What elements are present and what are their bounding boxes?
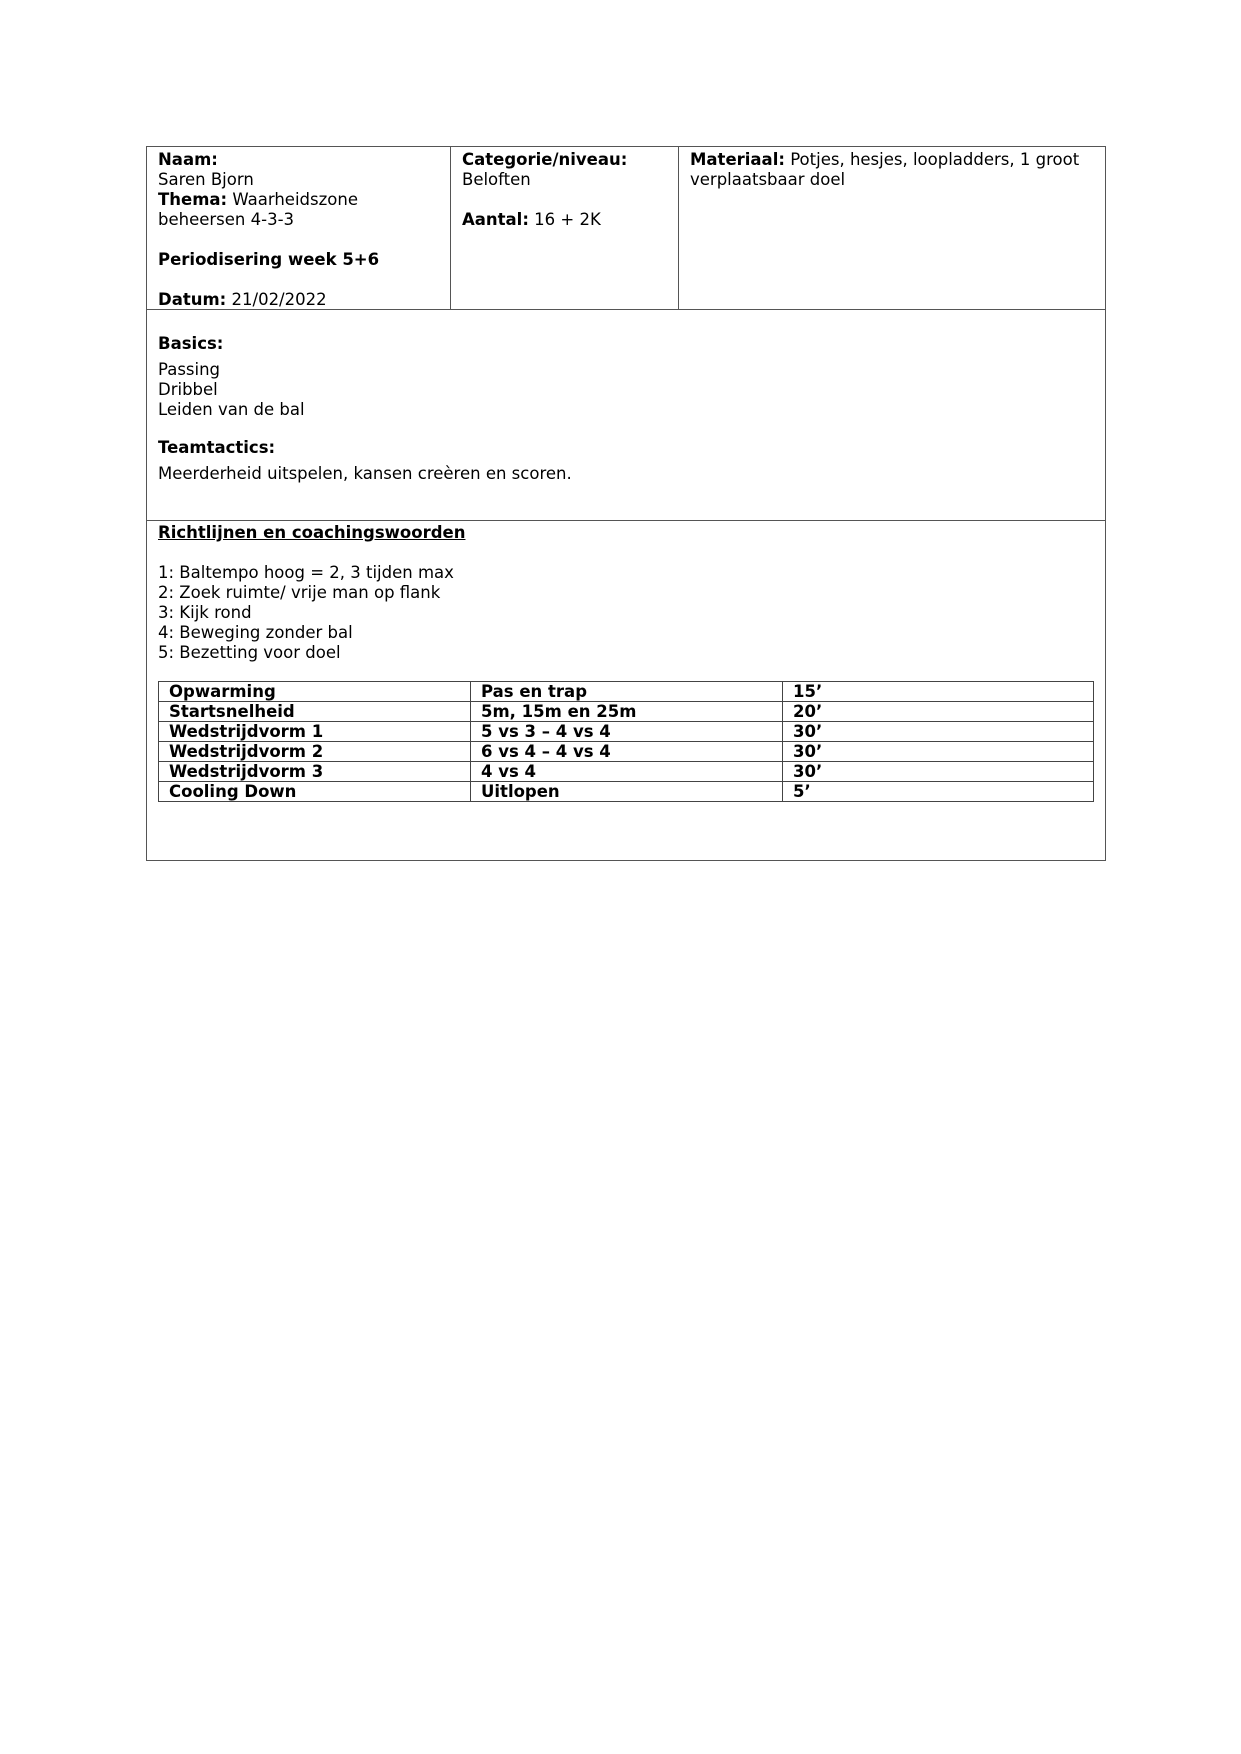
periodisering: Periodisering week 5+6 bbox=[158, 250, 380, 269]
schedule-part: Opwarming bbox=[159, 682, 471, 702]
categorie-value: Beloften bbox=[462, 170, 531, 189]
teamtactics-text: Meerderheid uitspelen, kansen creèren en scoren. bbox=[158, 464, 572, 483]
basics-label: Basics: bbox=[158, 334, 224, 353]
schedule-exercise: 4 vs 4 bbox=[471, 762, 783, 782]
teamtactics-label: Teamtactics: bbox=[158, 438, 276, 457]
naam-label: Naam: bbox=[158, 150, 218, 169]
table-row bbox=[159, 782, 1094, 802]
aantal-value: 16 + 2K bbox=[528, 210, 601, 229]
categorie-label: Categorie/niveau: bbox=[462, 150, 628, 169]
table-row bbox=[159, 742, 1094, 762]
schedule-duration: 5’ bbox=[783, 782, 1094, 802]
guidelines-title: Richtlijnen en coachingswoorden bbox=[158, 523, 466, 542]
schedule-part: Wedstrijdvorm 2 bbox=[159, 742, 471, 762]
basics-item: Dribbel bbox=[158, 380, 218, 399]
schedule-exercise: 5 vs 3 – 4 vs 4 bbox=[471, 722, 783, 742]
schedule-exercise: 5m, 15m en 25m bbox=[471, 702, 783, 722]
schedule-duration: 30’ bbox=[783, 762, 1094, 782]
basics-item: Passing bbox=[158, 360, 221, 379]
category-cell bbox=[451, 147, 679, 309]
schedule-exercise: 6 vs 4 – 4 vs 4 bbox=[471, 742, 783, 762]
materiaal-label: Materiaal: bbox=[690, 150, 785, 169]
schedule-duration: 20’ bbox=[783, 702, 1094, 722]
guideline-item: 2: Zoek ruimte/ vrije man op flank bbox=[158, 583, 441, 602]
table-row bbox=[159, 682, 1094, 702]
table-row bbox=[159, 702, 1094, 722]
basics-section bbox=[147, 310, 1105, 521]
datum-label: Datum: bbox=[158, 290, 227, 309]
aantal-label: Aantal: bbox=[462, 210, 529, 229]
datum-value: 21/02/2022 bbox=[226, 290, 327, 309]
materiaal-value-2: verplaatsbaar doel bbox=[690, 170, 846, 189]
schedule-duration: 15’ bbox=[783, 682, 1094, 702]
materiaal-value-1: Potjes, hesjes, loopladders, 1 groot bbox=[784, 150, 1080, 169]
header-row bbox=[147, 147, 1105, 310]
schedule-part: Startsnelheid bbox=[159, 702, 471, 722]
thema-value-2: beheersen 4-3-3 bbox=[158, 210, 295, 229]
schedule-exercise: Pas en trap bbox=[471, 682, 783, 702]
basics-item: Leiden van de bal bbox=[158, 400, 305, 419]
material-cell bbox=[679, 147, 1105, 309]
schedule-part: Wedstrijdvorm 3 bbox=[159, 762, 471, 782]
thema-label: Thema: bbox=[158, 190, 228, 209]
table-row bbox=[159, 762, 1094, 782]
table-row bbox=[159, 722, 1094, 742]
name-theme-cell bbox=[147, 147, 451, 309]
schedule-part: Cooling Down bbox=[159, 782, 471, 802]
schedule-duration: 30’ bbox=[783, 742, 1094, 762]
training-plan-form bbox=[146, 146, 1106, 861]
thema-value-1: Waarheidszone bbox=[227, 190, 358, 209]
guideline-item: 3: Kijk rond bbox=[158, 603, 252, 622]
schedule-part: Wedstrijdvorm 1 bbox=[159, 722, 471, 742]
guideline-item: 5: Bezetting voor doel bbox=[158, 643, 341, 662]
guideline-item: 1: Baltempo hoog = 2, 3 tijden max bbox=[158, 563, 454, 582]
schedule-duration: 30’ bbox=[783, 722, 1094, 742]
guideline-item: 4: Beweging zonder bal bbox=[158, 623, 353, 642]
schedule-table bbox=[158, 681, 1094, 802]
guidelines-section bbox=[147, 521, 1105, 860]
naam-value: Saren Bjorn bbox=[158, 170, 254, 189]
schedule-exercise: Uitlopen bbox=[471, 782, 783, 802]
